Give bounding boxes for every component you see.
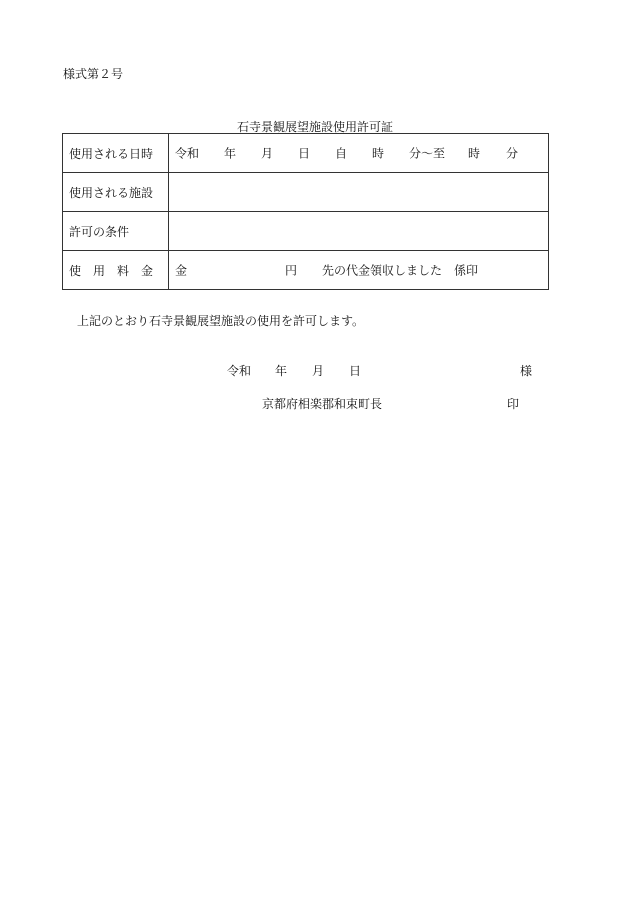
datetime-from-hour: 時 bbox=[372, 146, 385, 161]
issue-date-month: 月 bbox=[312, 364, 325, 378]
datetime-minute-to: 分〜至 bbox=[409, 146, 446, 161]
issuer-name: 京都府相楽郡和束町長 bbox=[262, 397, 383, 411]
document-title: 石寺景観展望施設使用許可証 bbox=[236, 120, 393, 134]
fee-receipt-note: 先の代金領収しました 係印 bbox=[322, 263, 479, 278]
datetime-to-minute: 分 bbox=[506, 146, 519, 161]
form-number: 様式第２号 bbox=[63, 67, 124, 81]
datetime-from: 自 bbox=[335, 146, 348, 161]
addressee-suffix: 様 bbox=[520, 364, 533, 378]
row-label-conditions: 許可の条件 bbox=[63, 212, 169, 251]
fee-kin: 金 bbox=[175, 263, 188, 278]
datetime-era: 令和 bbox=[175, 146, 200, 161]
table-row bbox=[63, 173, 549, 212]
issue-date-day: 日 bbox=[349, 364, 362, 378]
datetime-year: 年 bbox=[224, 146, 237, 161]
table-row bbox=[63, 212, 549, 251]
permit-table bbox=[62, 133, 549, 290]
fee-yen: 円 bbox=[285, 263, 298, 278]
row-label-fee: 使 用 料 金 bbox=[63, 251, 169, 290]
issue-date-era: 令和 bbox=[227, 364, 252, 378]
datetime-to-hour: 時 bbox=[468, 146, 481, 161]
datetime-month: 月 bbox=[261, 146, 274, 161]
seal-icon: 印 bbox=[507, 397, 520, 411]
issue-date-year: 年 bbox=[275, 364, 288, 378]
facility-value bbox=[169, 173, 549, 212]
row-label-datetime: 使用される日時 bbox=[63, 134, 169, 173]
conditions-value bbox=[169, 212, 549, 251]
table-row bbox=[63, 251, 549, 290]
datetime-day: 日 bbox=[298, 146, 311, 161]
table-row bbox=[63, 134, 549, 173]
datetime-value bbox=[169, 134, 549, 173]
row-label-facility: 使用される施設 bbox=[63, 173, 169, 212]
permit-statement: 上記のとおり石寺景観展望施設の使用を許可します。 bbox=[77, 314, 365, 328]
fee-value bbox=[169, 251, 549, 290]
